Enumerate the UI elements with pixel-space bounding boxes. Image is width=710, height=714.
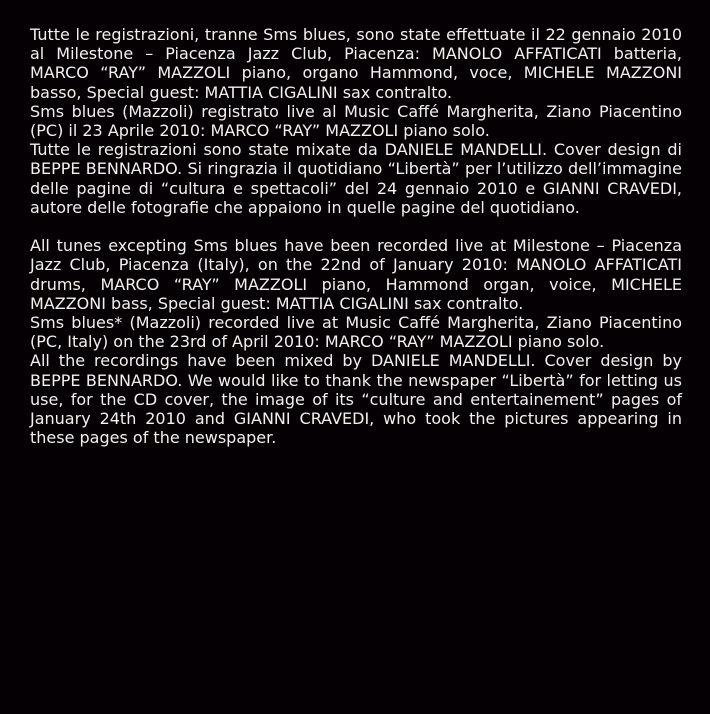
italian-sms-blues-credits: Sms blues (Mazzoli) registrato live al Music Caffé Margherita, Ziano Piacentino (PC) il 23 Aprile 2010: MARCO “RAY” MAZZOLI piano solo. [30, 101, 682, 141]
italian-mixing-and-thanks: Tutte le registrazioni sono state mixate da DANIELE MANDELLI. Cover design di BEPPE BENNARDO. Si ringrazia il quotidiano “Libertà” per l’utilizzo dell’immagine delle pagine di “cultura e spettacoli” del 24 gennaio 2010 e GIANNI CRAVEDI, autore delle fotografie che appaiono in quelle pagine del quotidiano. [30, 140, 682, 217]
english-credits [30, 236, 682, 447]
italian-recording-credits: Tutte le registrazioni, tranne Sms blues, sono state effettuate il 22 gennaio 2010 al Milestone – Piacenza Jazz Club, Piacenza: MANOLO AFFATICATI batteria, MARCO “RAY” MAZZOLI piano, organo Hammond, voce, MICHELE MAZZONI basso, Special guest: MATTIA CIGALINI sax contralto. [30, 25, 682, 102]
english-recording-credits: All tunes excepting Sms blues have been recorded live at Milestone – Piacenza Jazz Club, Piacenza (Italy), on the 22nd of January 2010: MANOLO AFFATICATI drums, MARCO “RAY” MAZZOLI piano, Hammond organ, voice, MICHELE MAZZONI bass, Special guest: MATTIA CIGALINI sax contralto. [30, 236, 682, 313]
english-sms-blues-credits: Sms blues* (Mazzoli) recorded live at Music Caffé Margherita, Ziano Piacentino (PC, Italy) on the 23rd of April 2010: MARCO “RAY” MAZZOLI piano solo. [30, 313, 682, 352]
section-spacer [30, 217, 682, 236]
liner-notes [30, 25, 682, 447]
italian-credits [30, 25, 682, 217]
english-mixing-and-thanks: All the recordings have been mixed by DANIELE MANDELLI. Cover design by BEPPE BENNARDO. We would like to thank the newspaper “Libertà” for letting us use, for the CD cover, the image of its “culture and entertainement” pages of January 24th 2010 and GIANNI CRAVEDI, who took the pictures appearing in these pages of the newspaper. [30, 351, 682, 448]
